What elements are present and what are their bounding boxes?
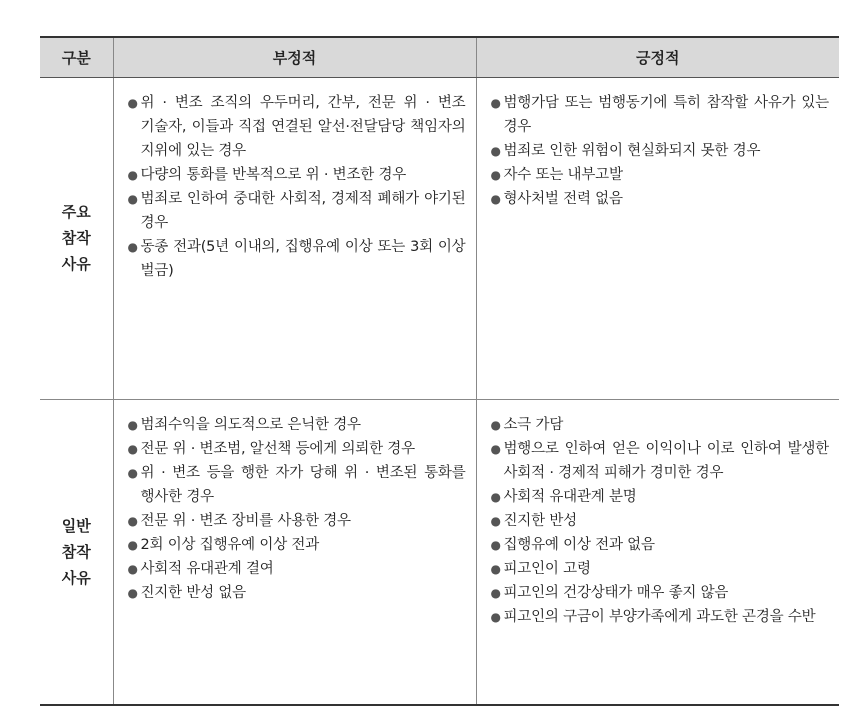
list-item — [491, 533, 830, 557]
header-row — [40, 37, 839, 77]
row-label-line: 일반 — [61, 516, 91, 535]
list-item-text: 소극 가담 — [503, 416, 564, 433]
major-negative-cell — [113, 77, 476, 399]
row-label-general — [40, 399, 113, 705]
list-item — [491, 413, 830, 437]
list-item — [128, 235, 466, 283]
bullet-icon: ● — [127, 537, 138, 552]
bullet-icon: ● — [127, 441, 138, 456]
row-label-line: 사유 — [61, 568, 91, 587]
bullet-icon: ● — [490, 441, 501, 456]
general-negative-cell — [113, 399, 476, 705]
bullet-icon: ● — [127, 239, 138, 254]
list-item-text: 진지한 반성 없음 — [140, 584, 246, 601]
list-item-text: 위 · 변조 조직의 우두머리, 간부, 전문 위 · 변조 기술자, 이들과 직접 연결된 알선·전달담당 책임자의 지위에 있는 경우 — [140, 94, 466, 159]
bullet-icon: ● — [127, 465, 138, 480]
list-item-text: 다량의 통화를 반복적으로 위 · 변조한 경우 — [140, 166, 407, 183]
bullet-icon: ● — [490, 537, 501, 552]
list-item-text: 범죄수익을 의도적으로 은닉한 경우 — [140, 416, 361, 433]
bullet-icon: ● — [490, 609, 501, 624]
list-item-text: 위 · 변조 등을 행한 자가 당해 위 · 변조된 통화를 행사한 경우 — [140, 464, 466, 505]
bullet-icon: ● — [127, 95, 138, 110]
bullet-icon: ● — [490, 489, 501, 504]
row-label-line: 사유 — [61, 255, 91, 273]
list-item-text: 2회 이상 집행유예 이상 전과 — [140, 536, 320, 553]
row-label-line: 참작 — [61, 229, 91, 247]
header-negative: 부정적 — [113, 37, 476, 77]
list-item — [128, 187, 466, 235]
list-item — [128, 461, 466, 509]
list-item-text: 피고인의 건강상태가 매우 좋지 않음 — [503, 584, 729, 601]
row-label-line: 참작 — [61, 542, 91, 561]
bullet-icon: ● — [127, 191, 138, 206]
bullet-icon: ● — [490, 585, 501, 600]
list-item-text: 범행가담 또는 범행동기에 특히 참작할 사유가 있는 경우 — [503, 94, 829, 135]
row-label-line: 주요 — [61, 203, 91, 221]
list-item-text: 범죄로 인한 위험이 현실화되지 못한 경우 — [503, 142, 761, 159]
major-positive-list — [477, 78, 840, 211]
list-item-text: 사회적 유대관계 분명 — [503, 488, 637, 505]
list-item-text: 동종 전과(5년 이내의, 집행유예 이상 또는 3회 이상 벌금) — [140, 238, 466, 279]
list-item — [128, 163, 466, 187]
list-item — [128, 91, 466, 163]
list-item — [491, 605, 830, 629]
general-negative-list — [114, 400, 476, 605]
bullet-icon: ● — [490, 191, 501, 206]
bullet-icon: ● — [127, 513, 138, 528]
general-positive-cell — [476, 399, 839, 705]
list-item — [491, 581, 830, 605]
list-item — [491, 139, 830, 163]
bullet-icon: ● — [127, 585, 138, 600]
header-positive: 긍정적 — [476, 37, 839, 77]
row-major-factors — [40, 77, 839, 399]
list-item — [491, 187, 830, 211]
list-item-text: 피고인의 구금이 부양가족에게 과도한 곤경을 수반 — [503, 608, 816, 625]
bullet-icon: ● — [490, 417, 501, 432]
list-item-text: 자수 또는 내부고발 — [503, 166, 623, 183]
bullet-icon: ● — [127, 167, 138, 182]
row-label-major — [40, 77, 113, 399]
bullet-icon: ● — [490, 513, 501, 528]
general-positive-list — [477, 400, 840, 629]
major-negative-list — [114, 78, 476, 283]
bullet-icon: ● — [490, 143, 501, 158]
list-item-text: 범행으로 인하여 얻은 이익이나 이로 인하여 발생한 사회적 · 경제적 피해가 경미한 경우 — [503, 440, 829, 481]
bullet-icon: ● — [490, 167, 501, 182]
bullet-icon: ● — [490, 95, 501, 110]
header-category: 구분 — [40, 37, 113, 77]
list-item-text: 형사처벌 전력 없음 — [503, 190, 623, 207]
list-item — [491, 509, 830, 533]
list-item-text: 집행유예 이상 전과 없음 — [503, 536, 655, 553]
bullet-icon: ● — [490, 561, 501, 576]
list-item-text: 피고인이 고령 — [503, 560, 591, 577]
list-item-text: 전문 위 · 변조범, 알선책 등에게 의뢰한 경우 — [140, 440, 415, 457]
list-item — [491, 437, 830, 485]
list-item — [491, 163, 830, 187]
list-item — [128, 509, 466, 533]
row-general-factors — [40, 399, 839, 705]
list-item — [491, 557, 830, 581]
list-item-text: 전문 위 · 변조 장비를 사용한 경우 — [140, 512, 351, 529]
bullet-icon: ● — [127, 417, 138, 432]
bullet-icon: ● — [127, 561, 138, 576]
list-item — [491, 485, 830, 509]
list-item-text: 범죄로 인하여 중대한 사회적, 경제적 폐해가 야기된 경우 — [140, 190, 466, 231]
major-positive-cell — [476, 77, 839, 399]
list-item-text: 진지한 반성 — [503, 512, 577, 529]
list-item — [128, 437, 466, 461]
list-item — [128, 581, 466, 605]
list-item — [128, 413, 466, 437]
sentencing-factors-table — [40, 36, 839, 706]
list-item-text: 사회적 유대관계 결여 — [140, 560, 274, 577]
list-item — [128, 533, 466, 557]
list-item — [491, 91, 830, 139]
list-item — [128, 557, 466, 581]
